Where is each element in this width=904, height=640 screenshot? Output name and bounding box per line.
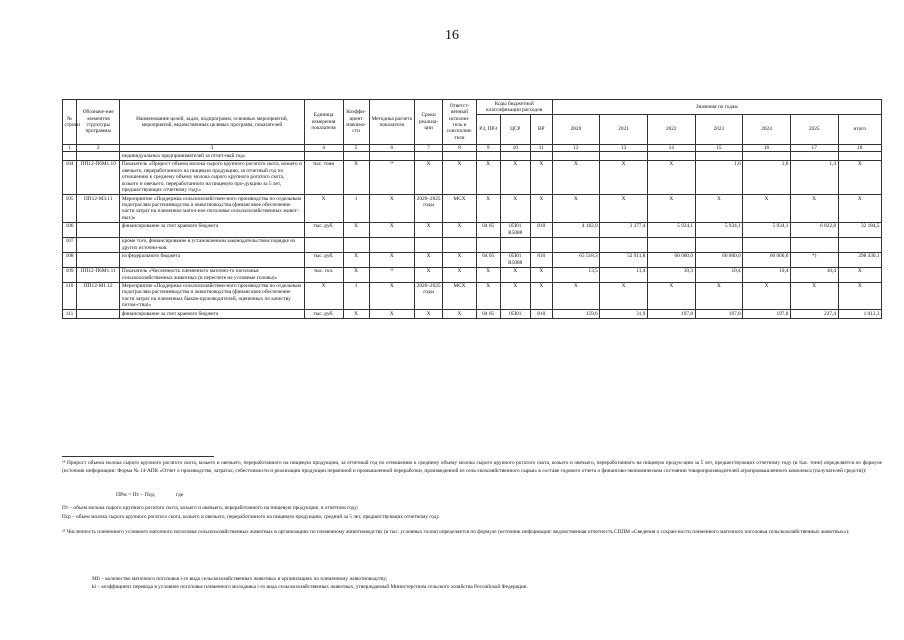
table-cell: тыс. тонн: [304, 160, 343, 194]
table-cell: Х: [369, 310, 414, 318]
definition-ki: ki – коэффициент перевода в условное поголовье племенного молодняка i-го вида сельскохозяйственных животных, утверждаемый Министерством сельского хозяйства Российской Федерации.: [92, 584, 528, 590]
table-cell: Х: [790, 195, 838, 223]
table-cell: Х: [647, 195, 695, 223]
formula-prm: ПРм = Пт – Пср,: [116, 492, 156, 498]
table-cell: Х: [415, 222, 443, 237]
footnote-25: ²⁵ Численность племенного условного маточного поголовья сельскохозяйственных животных в организациях по племенному животноводству (в тыс. условных голов) определяется по формуле (источник информации: ведомственная отчетность СППМ «Сведения о сохран-ности племенного маточного поголовья сельскохозяйственных животных»):: [62, 529, 850, 535]
column-number-cell: 14: [647, 144, 695, 151]
table-cell: Показатель «Численность племенного маточно-го поголовья сельскохозяйственных животных (в пересчете на условные головы)»: [120, 267, 304, 282]
footnote-divider: [62, 456, 214, 457]
table-cell: 05I01 R5088: [500, 222, 530, 237]
table-cell: индивидуальных предпринимателей за отчет-ный год»: [120, 152, 304, 160]
header-structure-code: Обозначе-ние элементов структуры программы: [77, 100, 120, 145]
column-number-cell: 3: [120, 144, 304, 151]
table-body: [63, 144, 882, 318]
table-cell: Х: [415, 252, 443, 267]
header-values-by-year: Значения по годам: [552, 100, 881, 115]
header-year-2024: 2024: [743, 114, 791, 144]
table-cell: ²⁴: [369, 160, 414, 194]
definition-mii: MIi – количество маточного поголовья i-го вида сельскохозяйственных животных в организациях по племенному животноводству;: [92, 576, 388, 582]
table-cell: Х: [600, 160, 648, 194]
table-cell: [695, 152, 743, 160]
table-row: [63, 237, 882, 252]
table-cell: [369, 237, 414, 252]
header-budget-codes: Коды бюджетной классификации расходов: [476, 100, 552, 115]
table-cell: Х: [695, 195, 743, 223]
table-cell: тыс. руб.: [304, 252, 343, 267]
table-cell: [369, 152, 414, 160]
table-cell: Х: [530, 195, 552, 223]
table-cell: 109: [63, 267, 77, 282]
footnote-24: ²⁴ Прирост объема молока сырого крупного рогатого скота, козьего и овечьего, переработанного на пищевую продукцию, за отчетный год по отношению к среднему объему молока сырого крупного рогатого скота, козьего и овечьего, переработанного на пищевую продук-цию за 5 лет, предшествующих отчетному году (в тыс. тонн) определяется по формуле (источник информации: Форма № 14-АПК «Отчет о производстве, затратах, себестоимости и реализации продукции первичной и промышленной переработки, произведенной из сель-скохозяйственного сырья» в составе годового отчета о финансово-экономическом состоянии товаропроизводителей агропромышленного комплекса (получателей средств)):: [62, 460, 882, 474]
table-cell: [304, 237, 343, 252]
table-cell: 1,6: [743, 160, 791, 194]
column-number-row: [63, 144, 882, 151]
table-cell: [77, 222, 120, 237]
table-cell: 04 05: [476, 222, 500, 237]
table-cell: [415, 152, 443, 160]
table-cell: 1: [343, 195, 369, 223]
header-rz-prz: РЗ, ПРЗ: [476, 114, 500, 144]
table-cell: 810: [530, 252, 552, 267]
table-cell: [77, 237, 120, 252]
table-cell: ПП12-М1.12: [77, 282, 120, 310]
table-cell: 60 000,0: [743, 252, 791, 267]
table-cell: Х: [443, 267, 477, 282]
table-cell: 60 000,0: [695, 252, 743, 267]
table-cell: 810: [530, 222, 552, 237]
table-cell: 31,9: [600, 310, 648, 318]
table-cell: финансирование за счет краевого бюджета: [120, 222, 304, 237]
column-number-cell: 4: [304, 144, 343, 151]
table-cell: Х: [369, 282, 414, 310]
table-cell: тыс. гол.: [304, 267, 343, 282]
table-cell: 110: [63, 282, 77, 310]
table-cell: Х: [647, 160, 695, 194]
table-cell: [77, 310, 120, 318]
header-executor: Ответст-венный исполни-тель и соисполни-тели: [443, 100, 477, 145]
table-cell: Х: [838, 195, 881, 223]
table-cell: 10,4: [695, 267, 743, 282]
table-cell: 810: [530, 310, 552, 318]
table-cell: *): [790, 252, 838, 267]
table-cell: Х: [443, 252, 477, 267]
table-cell: Х: [790, 282, 838, 310]
table-cell: Х: [415, 310, 443, 318]
table-cell: [530, 152, 552, 160]
header-csr: ЦСР: [500, 114, 530, 144]
table-cell: 1 012,3: [838, 310, 881, 318]
table-cell: Х: [343, 267, 369, 282]
table-cell: тыс. руб.: [304, 310, 343, 318]
table-cell: 2020–2025 годы: [415, 282, 443, 310]
table-cell: Х: [304, 282, 343, 310]
table-cell: Х: [343, 252, 369, 267]
header-vr: ВР: [530, 114, 552, 144]
table-cell: Х: [600, 282, 648, 310]
header-year-2021: 2021: [600, 114, 648, 144]
table-cell: 1: [343, 282, 369, 310]
table-cell: Х: [443, 222, 477, 237]
table-cell: Х: [476, 267, 500, 282]
table-cell: Х: [530, 160, 552, 194]
header-name: Наименование целей, задач, подпрограмм, основных мероприятий, мероприятий, ведомственных целевых программ, показателей: [120, 100, 304, 145]
table-cell: Х: [500, 160, 530, 194]
table-cell: [77, 152, 120, 160]
table-cell: Х: [476, 282, 500, 310]
program-table: [62, 99, 882, 319]
table-cell: Х: [500, 282, 530, 310]
table-cell: Х: [695, 282, 743, 310]
table-cell: Х: [530, 267, 552, 282]
table-cell: 159,6: [552, 310, 600, 318]
header-row-number: № строки: [63, 100, 77, 145]
table-cell: [63, 152, 77, 160]
table-cell: 65 518,3: [552, 252, 600, 267]
table-cell: [647, 237, 695, 252]
table-row: [63, 160, 882, 194]
table-cell: Мероприятие «Поддержка сельскохозяйствен-ного производства по отдельным подотраслям растениеводства и животноводства (финансовое обеспечение части затрат на племенное маточ-ное поголовье сельскохозяйственных живот-ных)»: [120, 195, 304, 223]
column-number-cell: 15: [695, 144, 743, 151]
table-cell: Х: [552, 160, 600, 194]
table-cell: ПП12-П6М1.10: [77, 160, 120, 194]
column-number-cell: 9: [476, 144, 500, 151]
column-number-cell: 12: [552, 144, 600, 151]
table-cell: Мероприятие «Поддержка сельскохозяйствен-ного производства по отдельным подотраслям растениеводства и животноводства (финансовое обеспечение части затрат на племенных быков-производителей, оцененных по качеству потом-ства)»: [120, 282, 304, 310]
table-cell: ПП12-П6М1.11: [77, 267, 120, 282]
table-cell: [552, 237, 600, 252]
table-cell: 5 934,1: [647, 222, 695, 237]
table-cell: [476, 237, 500, 252]
table-row: [63, 267, 882, 282]
definition-pcp: Пср – объем молока сырого крупного рогатого скота, козьего и овечьего, переработанного на пищевую продукцию, средний за 5 лет, предшествующих отчетному году.: [62, 514, 440, 520]
table-cell: 227,4: [790, 310, 838, 318]
header-year-2020: 2020: [552, 114, 600, 144]
table-cell: 104: [63, 160, 77, 194]
table-cell: 1,4: [790, 160, 838, 194]
table-cell: 05I01: [500, 310, 530, 318]
table-row: [63, 195, 882, 223]
table-cell: [343, 237, 369, 252]
table-cell: 13,5: [552, 267, 600, 282]
table-cell: Х: [304, 195, 343, 223]
table-cell: [77, 252, 120, 267]
table-cell: 4 182,0: [552, 222, 600, 237]
header-year-2023: 2023: [695, 114, 743, 144]
table-cell: [838, 237, 881, 252]
table-cell: Х: [369, 252, 414, 267]
table-cell: 10,3: [647, 267, 695, 282]
table-cell: 106: [63, 222, 77, 237]
header-method: Методика расчета показателя: [369, 100, 414, 145]
table-cell: ПП12-М3.11: [77, 195, 120, 223]
table-cell: 05I01 R5088: [500, 252, 530, 267]
table-cell: 108: [63, 252, 77, 267]
header-coefficient: Коэффи-циент значимо-сти: [343, 100, 369, 145]
table-cell: 105: [63, 195, 77, 223]
table-cell: 197,8: [647, 310, 695, 318]
table-cell: 10,4: [743, 267, 791, 282]
table-cell: [343, 152, 369, 160]
table-cell: [443, 152, 477, 160]
table-cell: [790, 237, 838, 252]
table-cell: [530, 237, 552, 252]
table-row: [63, 152, 882, 160]
table-cell: 1,6: [695, 160, 743, 194]
table-cell: Х: [500, 267, 530, 282]
table-cell: [838, 152, 881, 160]
column-number-cell: 11: [530, 144, 552, 151]
table-cell: Х: [743, 195, 791, 223]
table-cell: Х: [647, 282, 695, 310]
table-cell: [304, 152, 343, 160]
table-cell: 3 377,4: [600, 222, 648, 237]
column-number-cell: 17: [790, 144, 838, 151]
table-cell: [552, 152, 600, 160]
table-cell: 111: [63, 310, 77, 318]
table-cell: Х: [552, 195, 600, 223]
table-cell: [743, 237, 791, 252]
table-cell: [500, 237, 530, 252]
table-cell: [600, 152, 648, 160]
table-cell: 197,8: [695, 310, 743, 318]
table-cell: Х: [415, 267, 443, 282]
table-cell: 5 934,1: [695, 222, 743, 237]
table-cell: [476, 152, 500, 160]
table-cell: тыс. руб.: [304, 222, 343, 237]
table-cell: 04 05: [476, 252, 500, 267]
table-cell: 6 822,8: [790, 222, 838, 237]
table-cell: кроме того, финансирование в установленном законодательством порядке из других источни-ков:: [120, 237, 304, 252]
table-cell: Х: [838, 267, 881, 282]
table-cell: Х: [530, 282, 552, 310]
table-cell: Х: [743, 282, 791, 310]
table-cell: [647, 152, 695, 160]
table-cell: 5 934,1: [743, 222, 791, 237]
column-number-cell: 2: [77, 144, 120, 151]
header-terms: Сроки реализа-ции: [415, 100, 443, 145]
table-cell: Х: [443, 160, 477, 194]
table-cell: [790, 152, 838, 160]
column-number-cell: 8: [443, 144, 477, 151]
definition-pt: Пт – объем молока сырого крупного рогатого скота, козьего и овечьего, переработанного на пищевую продукцию, в отчетном году;: [62, 505, 359, 511]
table-cell: 107: [63, 237, 77, 252]
column-number-cell: 13: [600, 144, 648, 151]
column-number-cell: 6: [369, 144, 414, 151]
table-cell: Х: [343, 222, 369, 237]
table-cell: 11,4: [600, 267, 648, 282]
table-cell: Х: [552, 282, 600, 310]
table-cell: финансирование за счет краевого бюджета: [120, 310, 304, 318]
table-row: [63, 222, 882, 237]
table-cell: Х: [600, 195, 648, 223]
column-number-cell: 7: [415, 144, 443, 151]
table-cell: 2020–2025 годы: [415, 195, 443, 223]
column-number-cell: 16: [743, 144, 791, 151]
table-cell: 10,4: [790, 267, 838, 282]
table-cell: Х: [500, 195, 530, 223]
header-year-2022: 2022: [647, 114, 695, 144]
table-cell: Х: [343, 310, 369, 318]
table-cell: Х: [838, 160, 881, 194]
table-cell: Х: [476, 195, 500, 223]
table-cell: 32 184,5: [838, 222, 881, 237]
table-cell: 60 000,0: [647, 252, 695, 267]
table-cell: Х: [476, 160, 500, 194]
table-cell: Х: [415, 160, 443, 194]
table-cell: 298 430,1: [838, 252, 881, 267]
table-cell: [600, 237, 648, 252]
table-cell: 52 911,8: [600, 252, 648, 267]
formula-where: где: [176, 492, 184, 498]
header-total: итого: [838, 114, 881, 144]
table-cell: [695, 237, 743, 252]
table-cell: [443, 237, 477, 252]
table-cell: Х: [369, 222, 414, 237]
table-cell: [500, 152, 530, 160]
column-number-cell: 1: [63, 144, 77, 151]
table-cell: 04 05: [476, 310, 500, 318]
column-number-cell: 5: [343, 144, 369, 151]
table-cell: Показатель «Прирост объема молока сырого крупного рогатого скота, козьего и овечьего, переработанного на пищевую продукцию, за отчетный год по отношению к среднему объему молока сырого крупного рогатого скота, козьего и овечьего, переработанного на пищевую про-дукцию за 5 лет, предшествующих отчетному году»: [120, 160, 304, 194]
column-number-cell: 18: [838, 144, 881, 151]
table-cell: ²⁵: [369, 267, 414, 282]
table-row: [63, 252, 882, 267]
table-cell: из федерального бюджета: [120, 252, 304, 267]
table-row: [63, 310, 882, 318]
table-cell: [743, 152, 791, 160]
table-cell: Х: [838, 282, 881, 310]
table-cell: [415, 237, 443, 252]
table-cell: МСХ: [443, 195, 477, 223]
column-number-cell: 10: [500, 144, 530, 151]
table-cell: МСХ: [443, 282, 477, 310]
table-cell: 197,8: [743, 310, 791, 318]
header-year-2025: 2025: [790, 114, 838, 144]
table-cell: Х: [443, 310, 477, 318]
page-number: 16: [445, 28, 459, 43]
table-cell: Х: [343, 160, 369, 194]
table-row: [63, 282, 882, 310]
table-cell: Х: [369, 195, 414, 223]
header-unit: Единица измерения показателя: [304, 100, 343, 145]
